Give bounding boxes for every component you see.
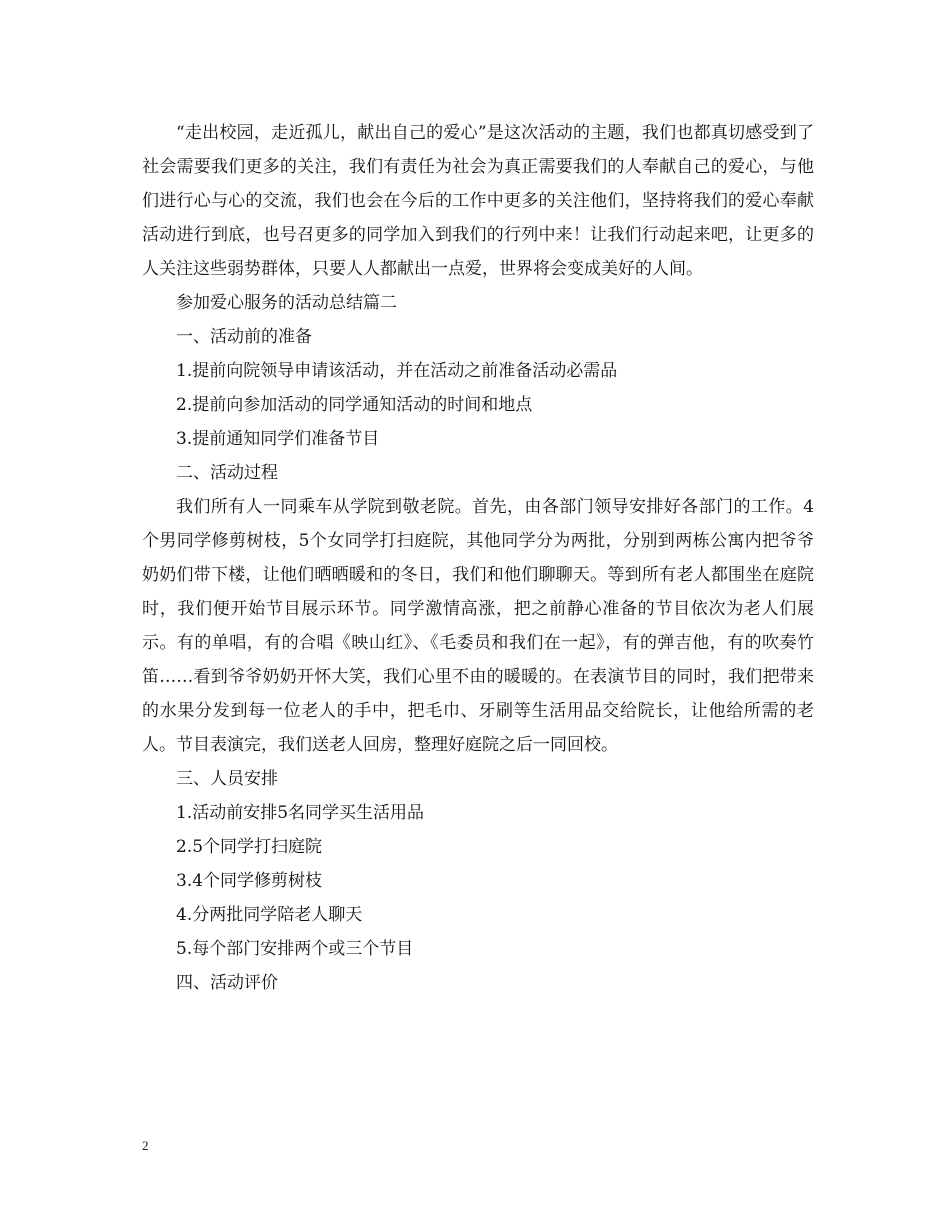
list-item: 5.每个部门安排两个或三个节目 bbox=[176, 939, 414, 959]
page-number: 2 bbox=[142, 1138, 149, 1153]
list-item: 1.提前向院领导申请该活动，并在活动之前准备活动必需品 bbox=[176, 361, 618, 381]
document-body bbox=[142, 116, 814, 1000]
list-item: 3.4个同学修剪树枝 bbox=[176, 871, 323, 891]
paragraph-intro: “走出校园，走近孤儿，献出自己的爱心”是这次活动的主题，我们也都真切感受到了社会需要我们更多的关注，我们有责任为社会为真正需要我们的人奉献自己的爱心，与他们进行心与心的交流，我们也会在今后的工作中更多的关注他们，坚持将我们的爱心奉献活动进行到底，也号召更多的同学加入到我们的行列中来！让我们行动起来吧，让更多的人关注这些弱势群体，只要人人都献出一点爱，世界将会变成美好的人间。 bbox=[142, 123, 814, 279]
section-title: 参加爱心服务的活动总结篇二 bbox=[176, 293, 397, 313]
list-item: 3.提前通知同学们准备节目 bbox=[176, 429, 380, 449]
list-item: 2.提前向参加活动的同学通知活动的时间和地点 bbox=[176, 395, 533, 415]
heading-staffing: 三、人员安排 bbox=[176, 769, 278, 789]
paragraph-process: 我们所有人一同乘车从学院到敬老院。首先，由各部门领导安排好各部门的工作。4个男同学修剪树枝，5个女同学打扫庭院，其他同学分为两批，分别到两栋公寓内把爷爷奶奶们带下楼，让他们晒晒暖和的冬日，我们和他们聊聊天。等到所有老人都围坐在庭院时，我们便开始节目展示环节。同学激情高涨，把之前静心准备的节目依次为老人们展示。有的单唱，有的合唱《映山红》、《毛委员和我们在一起》，有的弹吉他，有的吹奏竹笛……看到爷爷奶奶开怀大笑，我们心里不由的暖暖的。在表演节目的同时，我们把带来的水果分发到每一位老人的手中，把毛巾、牙刷等生活用品交给院长，让他给所需的老人。节目表演完，我们送老人回房，整理好庭院之后一同回校。 bbox=[142, 497, 814, 755]
heading-process: 二、活动过程 bbox=[176, 463, 278, 483]
list-item: 2.5个同学打扫庭院 bbox=[176, 837, 323, 857]
heading-evaluation: 四、活动评价 bbox=[176, 973, 278, 993]
list-item: 4.分两批同学陪老人聊天 bbox=[176, 905, 363, 925]
heading-preparation: 一、活动前的准备 bbox=[176, 327, 312, 347]
list-item: 1.活动前安排5名同学买生活用品 bbox=[176, 803, 425, 823]
